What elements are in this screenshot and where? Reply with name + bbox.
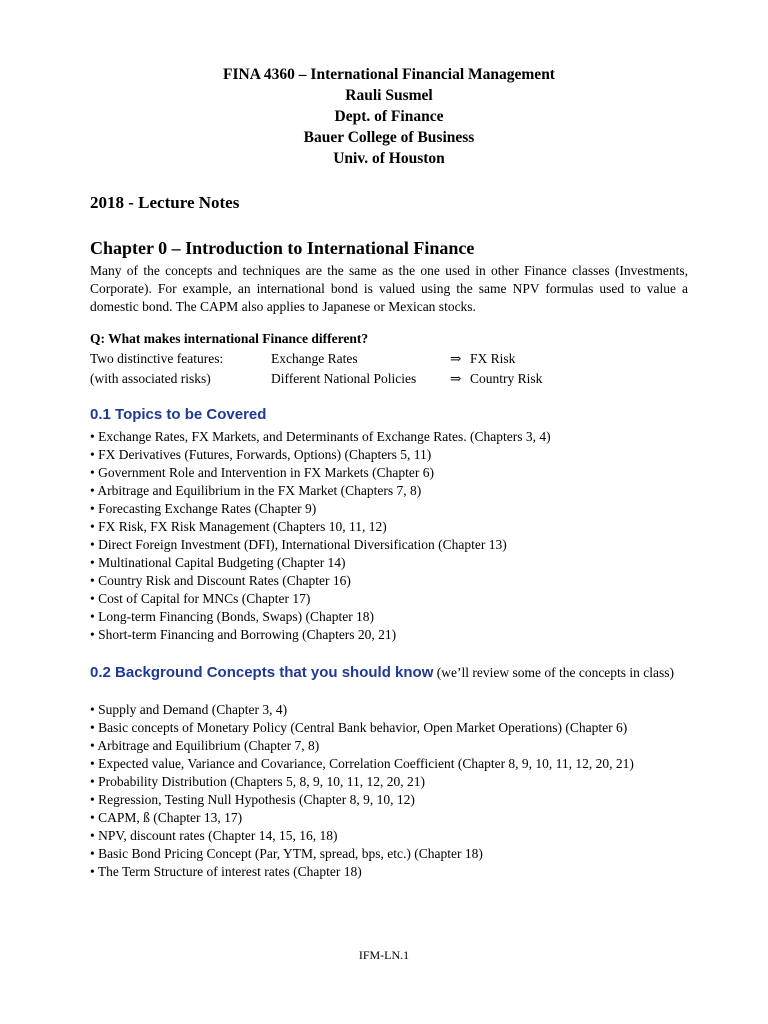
feature-result: Country Risk (470, 371, 543, 386)
list-item: • Basic concepts of Monetary Policy (Central Bank behavior, Open Market Operations) (Chapter 6) (90, 720, 628, 735)
university: Univ. of Houston (333, 150, 445, 167)
section-2-note: (we’ll review some of the concepts in class) (436, 665, 675, 680)
list-item: • Probability Distribution (Chapters 5, 8, 9, 10, 11, 12, 20, 21) (90, 774, 425, 789)
feature-item: Exchange Rates (271, 351, 358, 366)
topics-list (90, 428, 690, 644)
implies-arrow: ⇒ (450, 371, 462, 386)
list-item: • Cost of Capital for MNCs (Chapter 17) (90, 591, 311, 606)
list-item: • CAPM, ß (Chapter 13, 17) (90, 810, 243, 825)
list-item: • The Term Structure of interest rates (Chapter 18) (90, 864, 362, 879)
college: Bauer College of Business (303, 129, 475, 146)
implies-arrow: ⇒ (450, 351, 462, 366)
list-item: • Long-term Financing (Bonds, Swaps) (Chapter 18) (90, 609, 375, 624)
section-2-title: 0.2 Background Concepts that you should know (90, 664, 434, 681)
section-2-heading (90, 664, 688, 682)
question-heading: Q: What makes international Finance different? (90, 331, 369, 346)
list-item: • Regression, Testing Null Hypothesis (Chapter 8, 9, 10, 12) (90, 792, 415, 807)
feature-item: Different National Policies (271, 371, 417, 386)
list-item: • Forecasting Exchange Rates (Chapter 9) (90, 501, 317, 516)
list-item: • Arbitrage and Equilibrium in the FX Market (Chapters 7, 8) (90, 483, 422, 498)
list-item: • NPV, discount rates (Chapter 14, 15, 16, 18) (90, 828, 338, 843)
chapter-intro: Many of the concepts and techniques are the same as the one used in other Finance classes (Investments, Corporate). For example, an international bond is valued using the same NPV formulas used to value a domestic bond. The CAPM also applies to Japanese or Mexican stocks. (90, 263, 688, 314)
list-item: • Government Role and Intervention in FX Markets (Chapter 6) (90, 465, 435, 480)
list-item: • Arbitrage and Equilibrium (Chapter 7, 8) (90, 738, 320, 753)
list-item: • Short-term Financing and Borrowing (Chapters 20, 21) (90, 627, 397, 642)
chapter-title: Chapter 0 – Introduction to International Finance (90, 238, 475, 258)
page-footer: IFM-LN.1 (358, 948, 410, 962)
section-1-title: 0.1 Topics to be Covered (90, 406, 267, 423)
list-item: • Exchange Rates, FX Markets, and Determinants of Exchange Rates. (Chapters 3, 4) (90, 429, 551, 444)
list-item: • Multinational Capital Budgeting (Chapter 14) (90, 555, 346, 570)
list-item: • Country Risk and Discount Rates (Chapter 16) (90, 573, 351, 588)
list-item: • Supply and Demand (Chapter 3, 4) (90, 702, 288, 717)
feature-label: (with associated risks) (90, 371, 211, 386)
lecture-title: 2018 - Lecture Notes (90, 193, 240, 212)
list-item: • FX Risk, FX Risk Management (Chapters 10, 11, 12) (90, 519, 387, 534)
list-item: • Expected value, Variance and Covariance, Correlation Coefficient (Chapter 8, 9, 10, 11, 12, 20, 21) (90, 756, 634, 771)
background-concepts-list (90, 701, 690, 881)
list-item: • FX Derivatives (Futures, Forwards, Options) (Chapters 5, 11) (90, 447, 432, 462)
list-item: • Basic Bond Pricing Concept (Par, YTM, spread, bps, etc.) (Chapter 18) (90, 846, 483, 861)
list-item: • Direct Foreign Investment (DFI), International Diversification (Chapter 13) (90, 537, 507, 552)
course-title: FINA 4360 – International Financial Management (223, 66, 555, 83)
feature-label: Two distinctive features: (90, 351, 224, 366)
department: Dept. of Finance (334, 108, 444, 125)
instructor-name: Rauli Susmel (345, 87, 433, 104)
feature-result: FX Risk (470, 351, 516, 366)
course-header (90, 64, 688, 169)
